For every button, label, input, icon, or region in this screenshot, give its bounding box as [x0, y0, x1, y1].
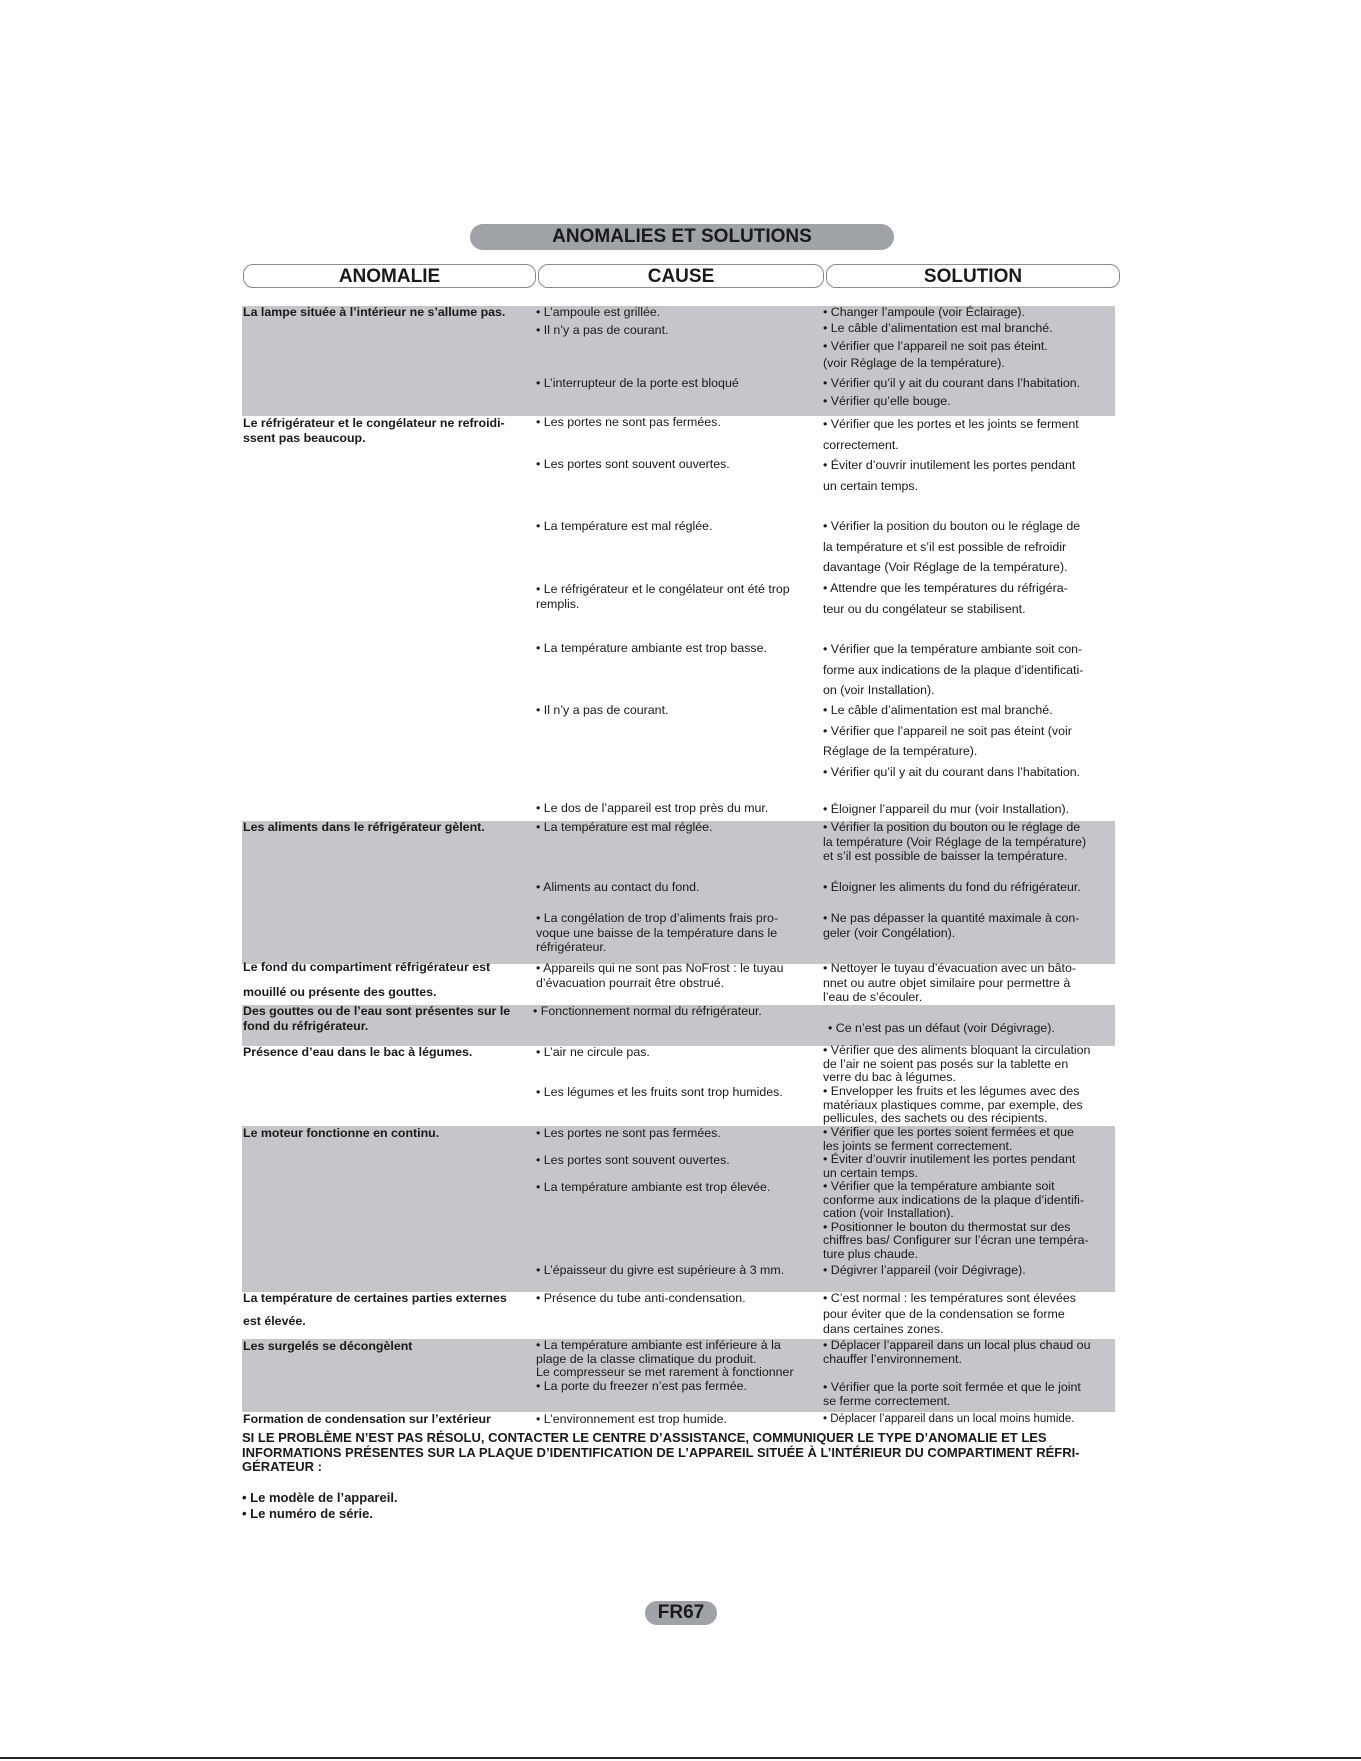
- solution-eviter-2: • Éviter d’ouvrir inutilement les portes pendant un certain temps.: [823, 1152, 1076, 1180]
- header-solution: SOLUTION: [826, 264, 1120, 288]
- solution-porte-joint: • Vérifier que la porte soit fermée et que le joint se ferme correctement.: [823, 1380, 1081, 1408]
- solution-eloigner-mur: • Éloigner l’appareil du mur (voir Installation).: [823, 802, 1070, 816]
- solution-bouton-2: • Vérifier la position du bouton ou le réglage de la température (Voir Réglage de la température) et s’il est possible de baisser la température.: [823, 820, 1087, 863]
- page-number: FR67: [645, 1601, 717, 1625]
- anomaly-gouttes: Des gouttes ou de l’eau sont présentes sur le fond du réfrigérateur.: [243, 1004, 511, 1033]
- cause-portes-fermees-2: • Les portes ne sont pas fermées.: [536, 1126, 721, 1140]
- page-title: ANOMALIES ET SOLUTIONS: [470, 224, 894, 250]
- anomaly-bac-legumes: Présence d’eau dans le bac à légumes.: [243, 1045, 473, 1059]
- bottom-rule: [0, 1757, 1361, 1759]
- anomaly-fond-mouille-2: mouillé ou présente des gouttes.: [243, 985, 437, 999]
- cause-contact-fond: • Aliments au contact du fond.: [536, 880, 700, 894]
- cause-portes-fermees: • Les portes ne sont pas fermées.: [536, 415, 721, 429]
- info-item-modele: • Le modèle de l’appareil.: [242, 1490, 398, 1505]
- solution-deplacer-chaud: • Déplacer l’appareil dans un local plus chaud ou chauffer l’environnement.: [823, 1338, 1091, 1366]
- header-anomalie: ANOMALIE: [243, 264, 536, 288]
- anomaly-moteur: Le moteur fonctionne en continu.: [243, 1126, 440, 1140]
- anomaly-surgeles: Les surgelés se décongèlent: [243, 1339, 413, 1353]
- solution-cable: • Le câble d’alimentation est mal branché. • Vérifier que l’appareil ne soit pas éteint (voir Réglage de la température). • Vérifier qu’il y ait du courant dans l’habitation.: [823, 703, 1081, 779]
- solution-nettoyer: • Nettoyer le tuyau d’évacuation avec un bâto- nnet ou autre objet similaire pour permettre à l’eau de s’écouler.: [823, 961, 1076, 1004]
- solution-courant: • Le câble d’alimentation est mal branché. • Vérifier que l’appareil ne soit pas éteint. (voir Réglage de la température).: [823, 321, 1053, 370]
- cause-ambiante-basse: • La température ambiante est trop basse.: [536, 641, 767, 655]
- cause-ambiante-elevee: • La température ambiante est trop élevée.: [536, 1180, 771, 1194]
- cause-congelation: • La congélation de trop d’aliments frais pro- voque une baisse de la température dans le réfrigérateur.: [536, 911, 778, 954]
- info-list: [242, 1490, 398, 1522]
- cause-ampoule: • L’ampoule est grillée.: [536, 305, 661, 319]
- cause-temperature-reglee-2: • La température est mal réglée.: [536, 820, 713, 834]
- cause-fonctionnement-normal: • Fonctionnement normal du réfrigérateur.: [533, 1004, 762, 1018]
- solution-ampoule: • Changer l’ampoule (voir Éclairage).: [823, 305, 1025, 319]
- solution-pas-defaut: • Ce n’est pas un défaut (voir Dégivrage).: [828, 1021, 1055, 1035]
- solution-eviter: • Éviter d’ouvrir inutilement les portes pendant un certain temps.: [823, 458, 1076, 493]
- solution-degivrer: • Dégivrer l’appareil (voir Dégivrage).: [823, 1263, 1026, 1277]
- info-item-serie: • Le numéro de série.: [242, 1506, 373, 1521]
- anomaly-gelent: Les aliments dans le réfrigérateur gèlent.: [243, 820, 485, 834]
- cause-classe-climatique: • La température ambiante est inférieure à la plage de la classe climatique du produit. Le compresseur se met rarement à fonctionner • La porte du freezer n’est pas fermée.: [536, 1338, 794, 1393]
- anomaly-fond-mouille-1: Le fond du compartiment réfrigérateur est: [243, 960, 491, 974]
- assistance-notice: SI LE PROBLÈME N’EST PAS RÉSOLU, CONTACTER LE CENTRE D’ASSISTANCE, COMMUNIQUER LE TYPE D’ANOMALIE ET LES INFORMATIONS PRÉSENTES SUR LA PLAQUE D’IDENTIFICATION DE L’APPAREIL SITUÉE À L’INTÉRIEUR DU COMPARTIMENT RÉFRI-GÉRATEUR :: [242, 1430, 1080, 1474]
- solution-aliments-bloquant: • Vérifier que des aliments bloquant la circulation de l’air ne soient pas posés sur la tablette en verre du bac à légumes.: [823, 1043, 1091, 1084]
- solution-portes-joints-2: • Vérifier que les portes soient fermées et que les joints se ferment correctement.: [823, 1125, 1074, 1153]
- solution-bouton: • Vérifier la position du bouton ou le réglage de la température et s’il est possible de refroidir davantage (Voir Réglage de la température).: [823, 519, 1081, 574]
- cause-humide: • L’environnement est trop humide.: [536, 1412, 727, 1426]
- cause-courant: • Il n’y a pas de courant.: [536, 323, 669, 337]
- cause-nofrost: • Appareils qui ne sont pas NoFrost : le tuyau d’évacuation pourrait être obstrué.: [536, 961, 784, 990]
- cause-givre: • L’épaisseur du givre est supérieure à 3 mm.: [536, 1263, 785, 1277]
- cause-air: • L’air ne circule pas.: [536, 1045, 650, 1059]
- anomaly-refroidissent: Le réfrigérateur et le congélateur ne refroidi- ssent pas beaucoup.: [243, 416, 505, 445]
- cause-interrupteur: • L’interrupteur de la porte est bloqué: [536, 376, 739, 390]
- solution-envelopper: • Envelopper les fruits et les légumes avec des matériaux plastiques comme, par exemple, des pellicules, des sachets ou des récipients.: [823, 1084, 1083, 1125]
- cause-pas-courant: • Il n’y a pas de courant.: [536, 703, 669, 717]
- solution-portes-joints: • Vérifier que les portes et les joints se ferment correctement.: [823, 417, 1079, 452]
- cause-portes-ouvertes: • Les portes sont souvent ouvertes.: [536, 457, 730, 471]
- cause-trop-remplis: • Le réfrigérateur et le congélateur ont été trop remplis.: [536, 582, 790, 611]
- header-cause: CAUSE: [538, 264, 824, 288]
- cause-legumes-humides: • Les légumes et les fruits sont trop humides.: [536, 1085, 783, 1099]
- solution-quantite: • Ne pas dépasser la quantité maximale à con- geler (voir Congélation).: [823, 911, 1080, 940]
- solution-eloigner-fond: • Éloigner les aliments du fond du réfrigérateur.: [823, 880, 1081, 894]
- cause-anti-condensation: • Présence du tube anti-condensation.: [536, 1291, 746, 1305]
- cause-mur: • Le dos de l’appareil est trop près du mur.: [536, 801, 769, 815]
- anomaly-condensation: Formation de condensation sur l’extérieur: [243, 1412, 491, 1426]
- cause-temperature-reglee: • La température est mal réglée.: [536, 519, 713, 533]
- solution-thermostat: • Vérifier que la température ambiante soit conforme aux indications de la plaque d’identifi- cation (voir Installation). • Positionner le bouton du thermostat sur des chiffres bas/ Configurer sur l’écran une tempéra- ture plus chaude.: [823, 1179, 1089, 1261]
- anomaly-temperature-externe-1: La température de certaines parties externes: [243, 1291, 507, 1305]
- solution-attendre: • Attendre que les températures du réfrigéra- teur ou du congélateur se stabilisent.: [823, 581, 1068, 616]
- solution-interrupteur: • Vérifier qu’il y ait du courant dans l’habitation. • Vérifier qu’elle bouge.: [823, 376, 1081, 408]
- cause-portes-ouvertes-2: • Les portes sont souvent ouvertes.: [536, 1153, 730, 1167]
- solution-ambiante: • Vérifier que la température ambiante soit con- forme aux indications de la plaque d’identificati- on (voir Installation).: [823, 642, 1084, 697]
- solution-deplacer-humide: • Déplacer l’appareil dans un local moins humide.: [823, 1413, 1075, 1425]
- solution-normal: • C’est normal : les températures sont élevées pour éviter que de la condensation se forme dans certaines zones.: [823, 1291, 1076, 1336]
- anomaly-lampe: La lampe située à l’intérieur ne s’allume pas.: [243, 305, 506, 319]
- anomaly-temperature-externe-2: est élevée.: [243, 1314, 306, 1328]
